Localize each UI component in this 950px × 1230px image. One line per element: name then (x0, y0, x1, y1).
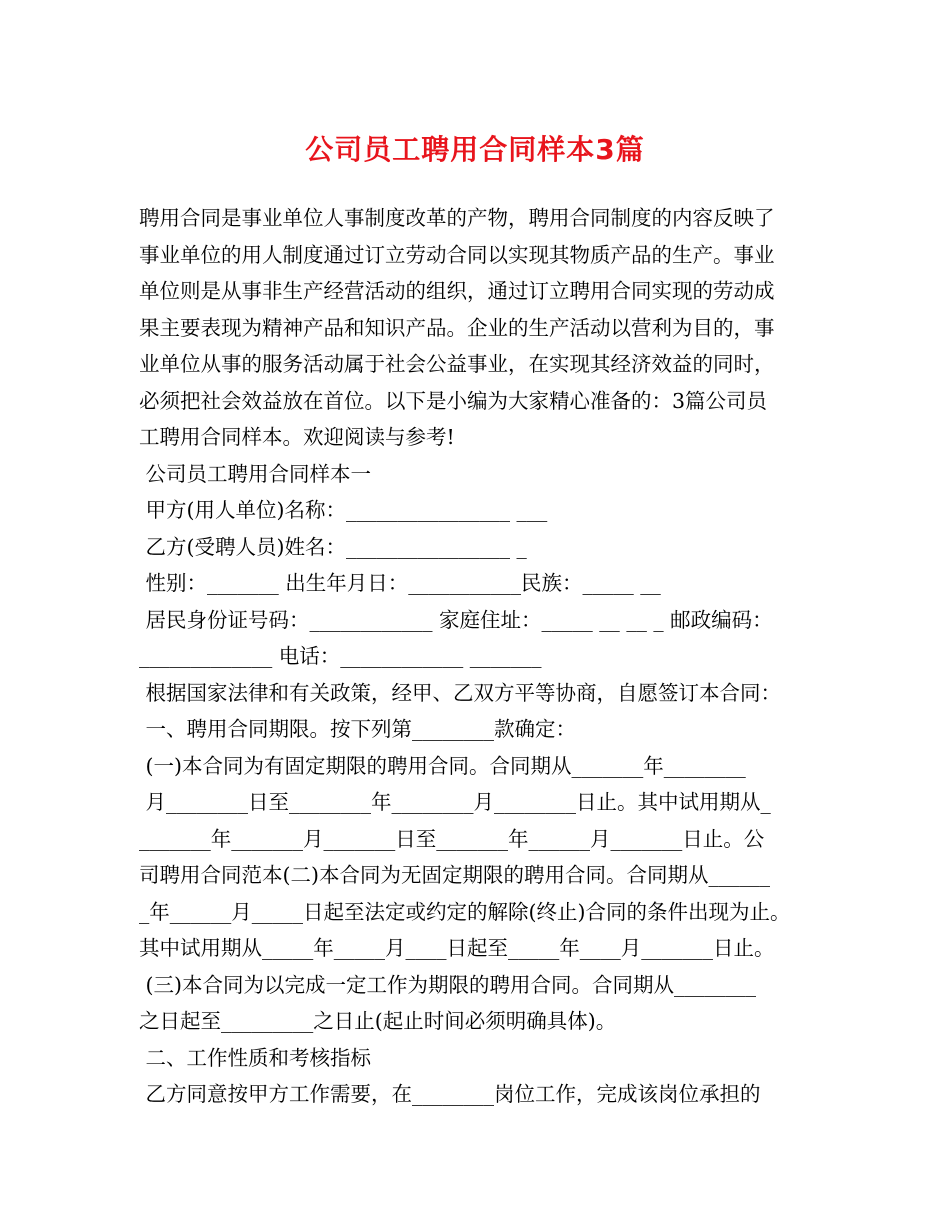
document-body (139, 200, 829, 1113)
text-line: 一、聘用合同期限。按下列第________款确定： (139, 717, 577, 741)
text-line: _年______月_____日起至法定或约定的解除(终止)合同的条件出现为止。 (139, 899, 791, 924)
document-title: 公司员工聘用合同样本3篇 (305, 133, 645, 166)
text-line: 之日起至_________之日止(起止时间必须明确具体)。 (139, 1009, 617, 1033)
text-line: 工聘用合同样本。欢迎阅读与参考! (139, 425, 455, 449)
text-line: _______年_______月_______日至_______年______月_______日止。公 (139, 826, 765, 851)
text-line: 月________日至________年________月________日止。其中试用期从_ (139, 790, 771, 814)
text-line: 乙方(受聘人员)姓名：________________ _ (139, 534, 527, 559)
text-line: 聘用合同是事业单位人事制度改革的产物，聘用合同制度的内容反映了 (139, 206, 775, 230)
text-line: _____________ 电话：____________ _______ (139, 644, 542, 668)
text-line: (三)本合同为以完成一定工作为期限的聘用合同。合同期从________ (139, 972, 757, 997)
text-line: 事业单位的用人制度通过订立劳动合同以实现其物质产品的生产。事业 (139, 242, 775, 267)
text-line: 性别：_______ 出生年月日：___________民族：_____ __ (139, 571, 661, 595)
text-line: 必须把社会效益放在首位。以下是小编为大家精心准备的：3篇公司员 (139, 388, 768, 413)
text-line: 业单位从事的服务活动属于社会公益事业，在实现其经济效益的同时， (139, 352, 775, 376)
text-line: 公司员工聘用合同样本一 (139, 461, 372, 486)
text-line: 居民身份证号码：____________ 家庭住址：_____ __ __ _ 邮政编码： (139, 607, 773, 632)
text-line: 乙方同意按甲方工作需要，在________岗位工作，完成该岗位承担的 (139, 1082, 761, 1106)
text-line: 二、工作性质和考核指标 (139, 1045, 372, 1070)
text-line: 甲方(用人单位)名称：________________ ___ (139, 498, 548, 522)
text-line: 果主要表现为精神产品和知识产品。企业的生产活动以营利为目的，事 (139, 315, 775, 340)
text-line: (一)本合同为有固定期限的聘用合同。合同期从_______年________ (139, 753, 746, 778)
text-line: 司聘用合同范本(二)本合同为无固定期限的聘用合同。合同期从______ (139, 863, 770, 887)
text-line: 单位则是从事非生产经营活动的组织，通过订立聘用合同实现的劳动成 (139, 279, 775, 303)
text-line: 根据国家法律和有关政策，经甲、乙双方平等协商，自愿签订本合同： (139, 680, 782, 705)
text-line: 其中试用期从_____年_____月____日起至_____年____月_______日止。 (139, 936, 775, 960)
